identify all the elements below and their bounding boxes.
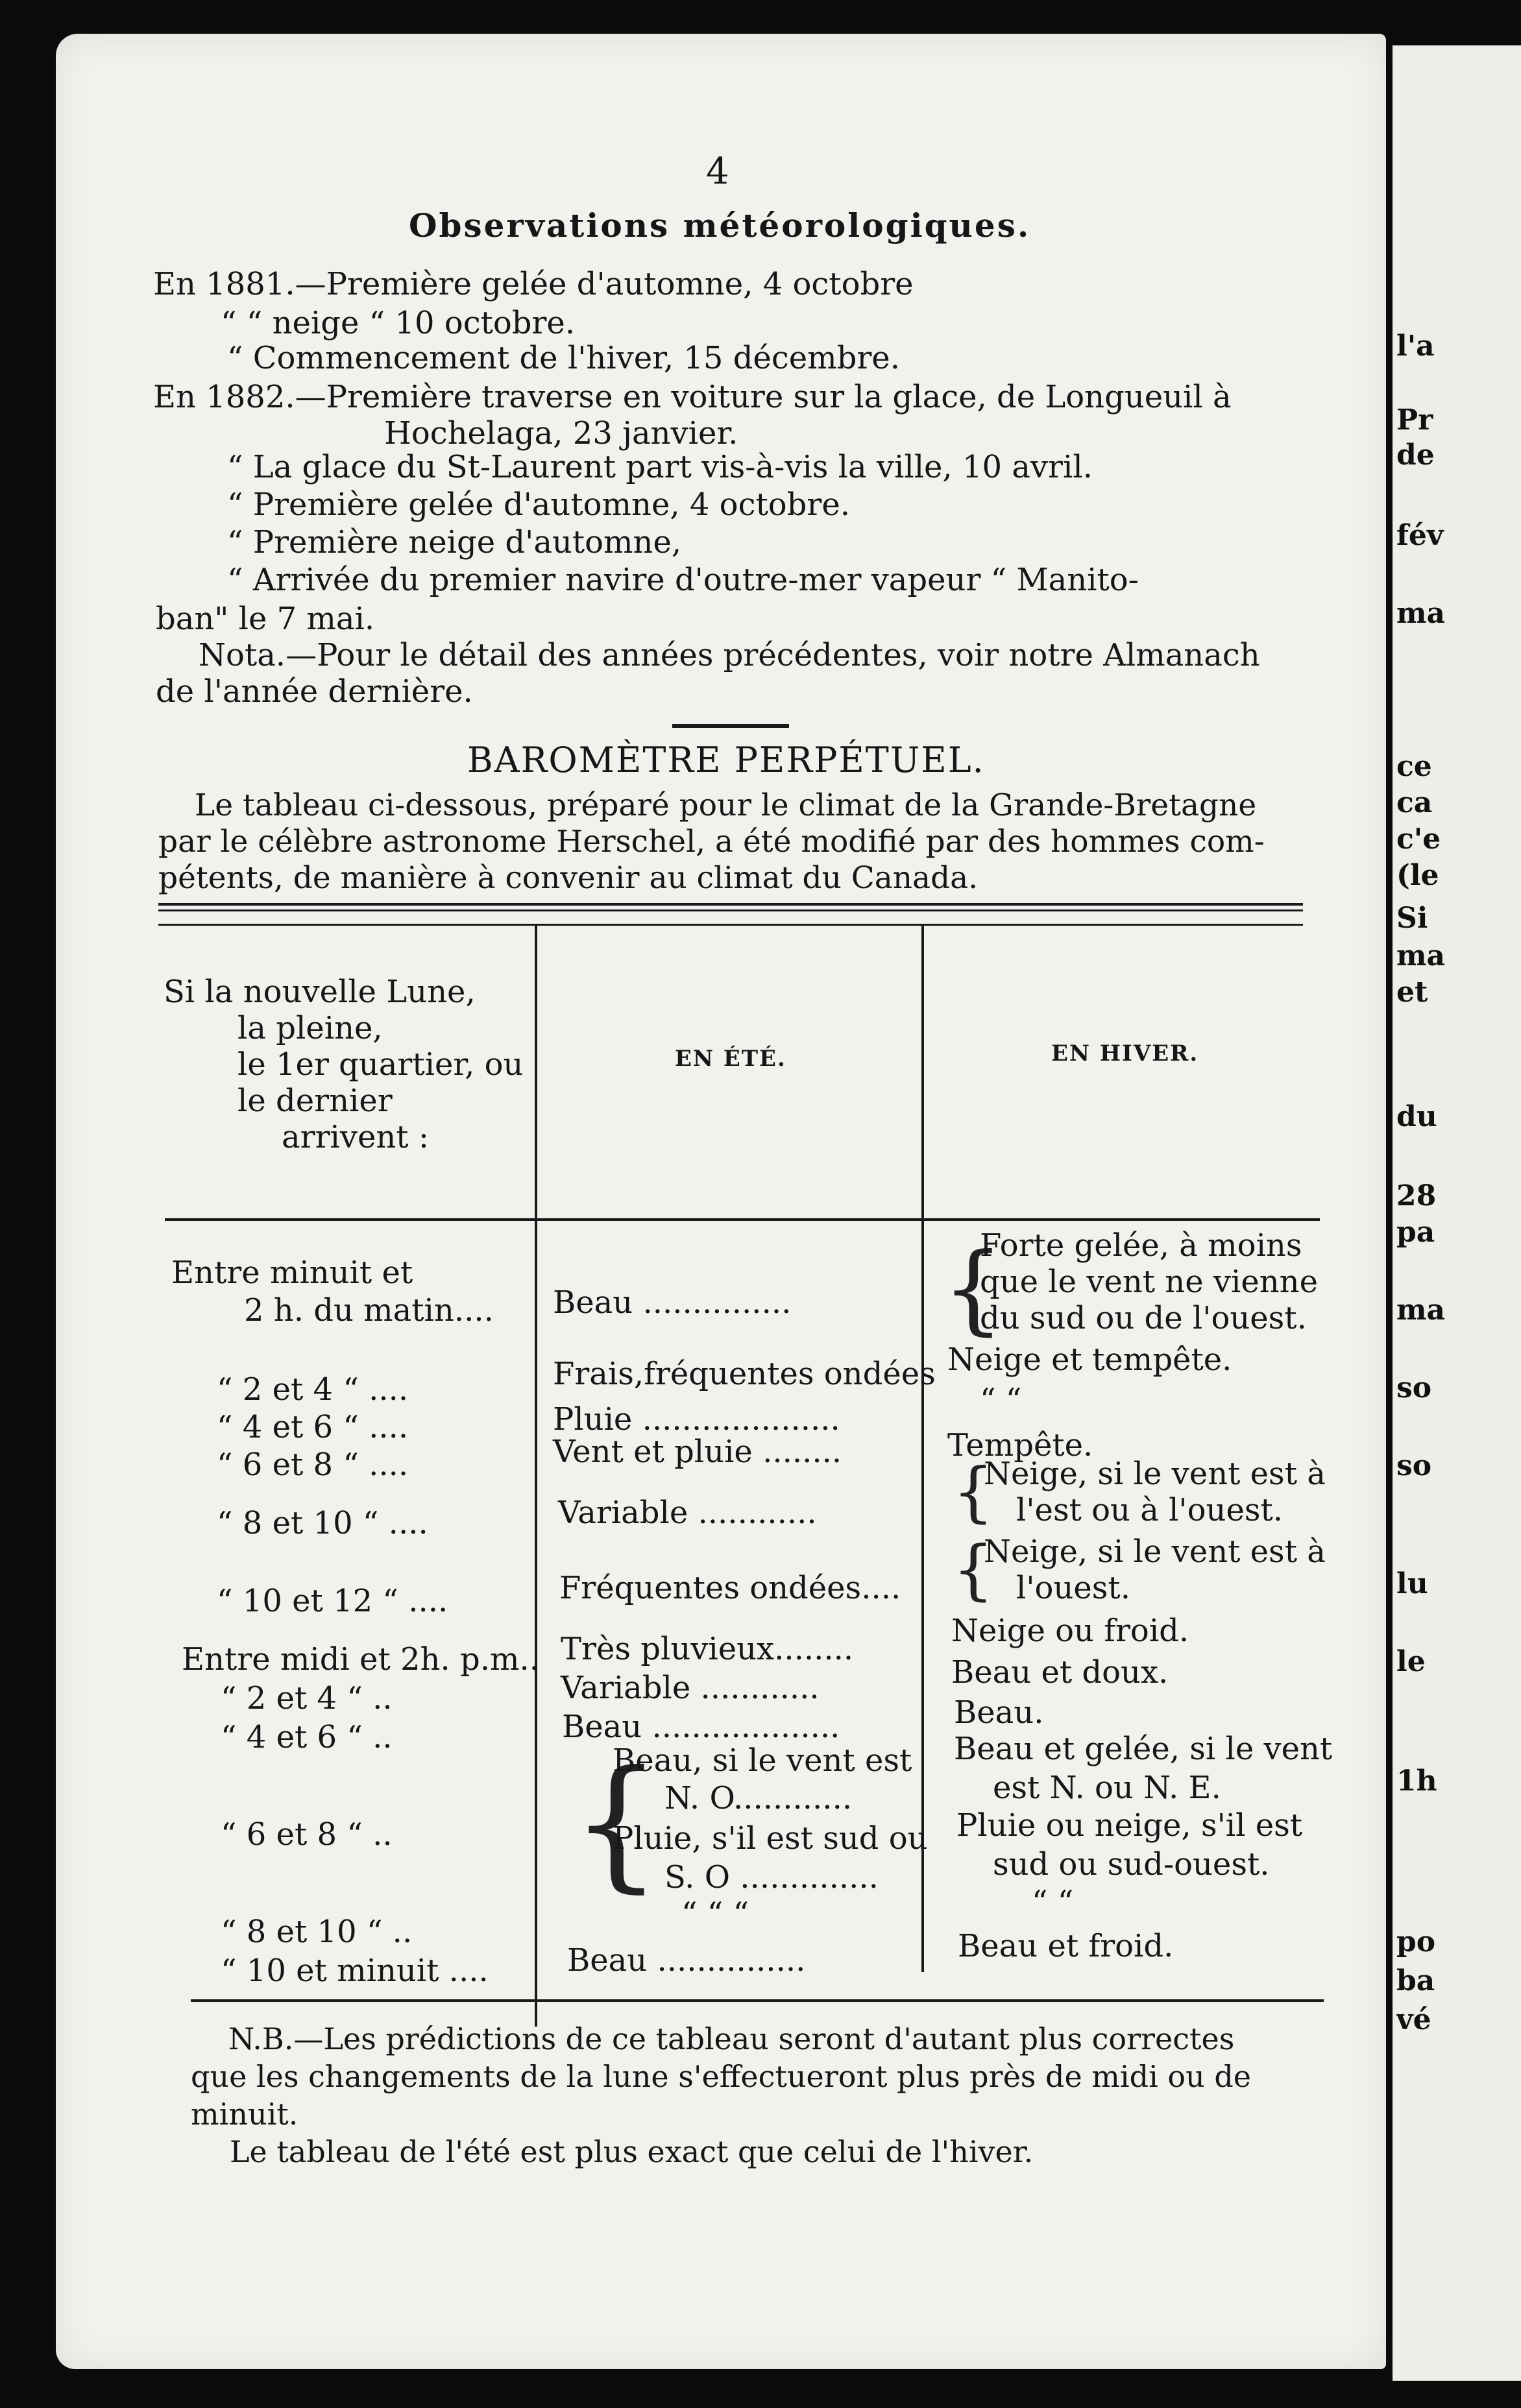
hiver-cell: Beau et doux. bbox=[951, 1654, 1169, 1691]
fragment: du bbox=[1396, 1100, 1437, 1133]
header-col1-line: arrivent : bbox=[282, 1119, 430, 1155]
hiver-cell: l'ouest. bbox=[1016, 1570, 1130, 1606]
observation-line: “ Première gelée d'automne, 4 octobre. bbox=[227, 487, 850, 523]
hiver-cell: “ “ bbox=[1032, 1884, 1074, 1920]
section-divider bbox=[672, 724, 789, 728]
fragment: et bbox=[1396, 976, 1428, 1009]
fragment: lu bbox=[1396, 1567, 1428, 1600]
fragment: le bbox=[1396, 1645, 1426, 1678]
time-cell: “ 6 et 8 “ .... bbox=[217, 1447, 409, 1483]
time-cell: 2 h. du matin.... bbox=[244, 1292, 494, 1329]
hiver-cell: Beau. bbox=[954, 1694, 1044, 1731]
ete-cell: Pluie .................... bbox=[553, 1401, 840, 1438]
ete-cell: Beau ............... bbox=[567, 1942, 806, 1979]
table-header-rule bbox=[165, 1218, 1320, 1221]
brace-glyph: { bbox=[571, 1740, 662, 1906]
fragment: 28 bbox=[1396, 1179, 1437, 1212]
hiver-cell: Beau et froid. bbox=[958, 1928, 1174, 1964]
intro-line: Le tableau ci-dessous, préparé pour le climat de la Grande-Bretagne bbox=[195, 788, 1257, 823]
fragment: de bbox=[1396, 439, 1435, 472]
fragment: so bbox=[1396, 1449, 1432, 1482]
observation-line: ban" le 7 mai. bbox=[156, 601, 375, 637]
ete-cell: Variable ............ bbox=[558, 1495, 817, 1531]
time-cell: “ 6 et 8 “ .. bbox=[221, 1816, 393, 1853]
observation-line: Hochelaga, 23 janvier. bbox=[384, 415, 738, 451]
fragment: vé bbox=[1396, 2003, 1431, 2036]
ete-cell: Très pluvieux........ bbox=[561, 1631, 854, 1667]
fragment: ce bbox=[1396, 750, 1432, 783]
note-line: minuit. bbox=[191, 2097, 298, 2132]
hiver-cell: sud ou sud-ouest. bbox=[993, 1846, 1270, 1883]
observation-line: Nota.—Pour le détail des années précédentes, voir notre Almanach bbox=[199, 637, 1260, 673]
hiver-cell: “ “ bbox=[980, 1382, 1022, 1418]
observation-line: “ “ neige “ 10 octobre. bbox=[221, 305, 576, 341]
hiver-cell: Beau et gelée, si le vent bbox=[954, 1731, 1333, 1767]
table-top-rule bbox=[158, 903, 1303, 906]
header-col1-line: le 1er quartier, ou bbox=[237, 1046, 524, 1083]
observation-line: “ Commencement de l'hiver, 15 décembre. bbox=[227, 340, 900, 376]
fragment: ma bbox=[1396, 1294, 1446, 1327]
fragment: po bbox=[1396, 1925, 1436, 1958]
page-number: 4 bbox=[706, 150, 729, 193]
hiver-cell: est N. ou N. E. bbox=[993, 1770, 1221, 1806]
header-hiver: EN HIVER. bbox=[1051, 1041, 1199, 1066]
table-col-rule bbox=[535, 924, 537, 2027]
header-col1-line: la pleine, bbox=[237, 1010, 383, 1046]
observation-line: “ Première neige d'automne, bbox=[227, 524, 682, 560]
barometre-title: BAROMÈTRE PERPÉTUEL. bbox=[467, 740, 985, 780]
fragment: ma bbox=[1396, 597, 1446, 630]
hiver-cell: l'est ou à l'ouest. bbox=[1016, 1492, 1284, 1528]
time-cell: “ 10 et 12 “ .... bbox=[217, 1583, 448, 1619]
time-cell: “ 8 et 10 “ .... bbox=[217, 1505, 428, 1541]
ete-cell: Vent et pluie ........ bbox=[553, 1434, 842, 1470]
observations-title: Observations météorologiques. bbox=[409, 206, 1031, 245]
table-bottom-rule bbox=[191, 1999, 1324, 2002]
hiver-cell: Tempête. bbox=[947, 1427, 1093, 1463]
hiver-cell: du sud ou de l'ouest. bbox=[980, 1300, 1307, 1336]
fragment: l'a bbox=[1396, 330, 1435, 363]
time-cell: “ 2 et 4 “ .. bbox=[221, 1680, 393, 1716]
brace-glyph: { bbox=[953, 1532, 994, 1607]
ete-cell: Pluie, s'il est sud ou bbox=[613, 1820, 928, 1857]
note-line: Le tableau de l'été est plus exact que celui de l'hiver. bbox=[230, 2134, 1034, 2169]
hiver-cell: Forte gelée, à moins bbox=[980, 1227, 1302, 1264]
header-col1-line: le dernier bbox=[237, 1083, 393, 1119]
ete-cell: Beau, si le vent est bbox=[613, 1742, 912, 1779]
fragment: Si bbox=[1396, 902, 1428, 935]
hiver-cell: Neige et tempête. bbox=[947, 1342, 1232, 1378]
hiver-cell: Neige ou froid. bbox=[951, 1613, 1189, 1649]
time-cell: “ 4 et 6 “ .... bbox=[217, 1409, 409, 1445]
hiver-cell: que le vent ne vienne bbox=[980, 1264, 1318, 1300]
ete-cell: S. O .............. bbox=[664, 1859, 879, 1896]
intro-line: pétents, de manière à convenir au climat du Canada. bbox=[158, 860, 979, 896]
ete-cell: Variable ............ bbox=[561, 1670, 820, 1706]
time-cell: Entre midi et 2h. p.m.. bbox=[182, 1641, 539, 1678]
observation-line: En 1882.—Première traverse en voiture sur la glace, de Longueuil à bbox=[153, 379, 1232, 415]
observation-line: “ Arrivée du premier navire d'outre-mer vapeur “ Manito- bbox=[227, 562, 1139, 598]
brace-glyph: { bbox=[942, 1233, 1004, 1345]
brace-glyph: { bbox=[953, 1454, 994, 1530]
table-top-rule bbox=[158, 924, 1303, 926]
fragment: so bbox=[1396, 1371, 1432, 1404]
time-cell: “ 2 et 4 “ .... bbox=[217, 1371, 409, 1408]
ete-cell: N. O............ bbox=[664, 1780, 853, 1816]
fragment: 1h bbox=[1396, 1764, 1437, 1798]
hiver-cell: Pluie ou neige, s'il est bbox=[956, 1807, 1303, 1844]
fragment: c'e bbox=[1396, 823, 1441, 856]
note-line: que les changements de la lune s'effectueront plus près de midi ou de bbox=[191, 2059, 1252, 2094]
header-col1-line: Si la nouvelle Lune, bbox=[164, 974, 476, 1010]
table-col-rule bbox=[921, 924, 924, 1972]
fragment: Pr bbox=[1396, 403, 1433, 437]
fragment: pa bbox=[1396, 1216, 1435, 1249]
time-cell: “ 8 et 10 “ .. bbox=[221, 1914, 413, 1950]
observation-line: “ La glace du St-Laurent part vis-à-vis la ville, 10 avril. bbox=[227, 449, 1093, 485]
table-top-rule bbox=[158, 909, 1303, 911]
fragment: ma bbox=[1396, 939, 1446, 972]
fragment: ba bbox=[1396, 1964, 1435, 1997]
ete-cell: Beau ................... bbox=[562, 1709, 840, 1745]
hiver-cell: Neige, si le vent est à bbox=[984, 1456, 1326, 1492]
time-cell: “ 10 et minuit .... bbox=[221, 1953, 489, 1989]
fragment: ca bbox=[1396, 786, 1433, 819]
ete-cell: Beau ............... bbox=[553, 1284, 792, 1321]
header-ete: EN ÉTÉ. bbox=[675, 1046, 786, 1072]
ete-cell: “ “ “ bbox=[681, 1896, 749, 1932]
ete-cell: Fréquentes ondées.... bbox=[559, 1570, 901, 1606]
time-cell: “ 4 et 6 “ .. bbox=[221, 1719, 393, 1755]
fragment: fév bbox=[1396, 519, 1444, 552]
intro-line: par le célèbre astronome Herschel, a été modifié par des hommes com- bbox=[158, 824, 1265, 860]
note-line: N.B.—Les prédictions de ce tableau seront d'autant plus correctes bbox=[228, 2021, 1235, 2056]
time-cell: Entre minuit et bbox=[171, 1255, 413, 1291]
fragment: (le bbox=[1396, 859, 1439, 892]
observation-line: de l'année dernière. bbox=[156, 673, 473, 710]
hiver-cell: Neige, si le vent est à bbox=[984, 1534, 1326, 1570]
ete-cell: Frais,fréquentes ondées bbox=[553, 1356, 936, 1392]
observation-line: En 1881.—Première gelée d'automne, 4 octobre bbox=[153, 266, 914, 302]
